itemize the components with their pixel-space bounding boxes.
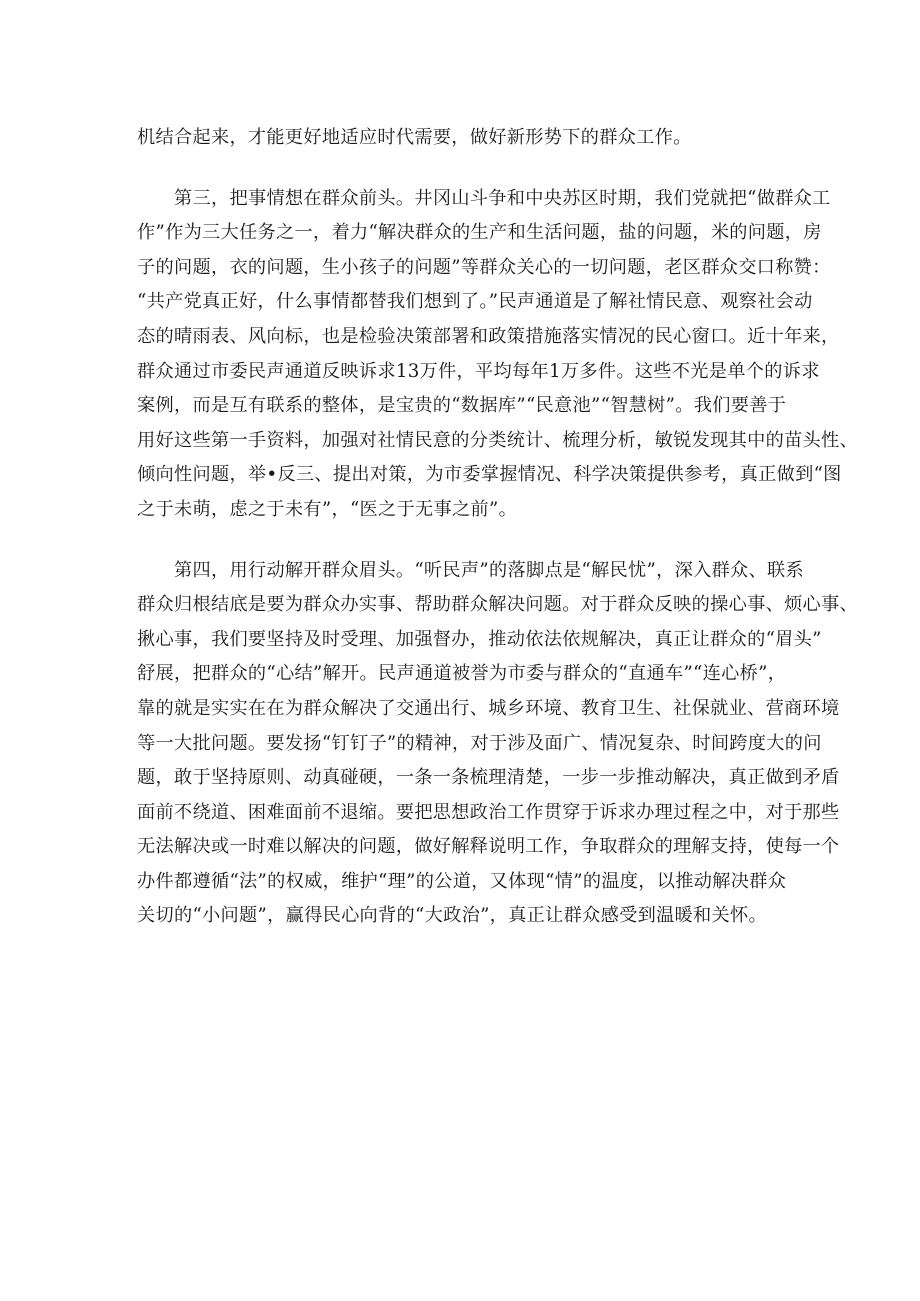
text-line: 第四，用行动解开群众眉头。“听民声”的落脚点是“解民忧”，深入群众、联系 xyxy=(174,559,804,581)
text-line: “共产党真正好，什么事情都替我们想到了。”民声通道是了解社情民意、观察社会动 xyxy=(137,291,813,313)
text-line: 无法解决或一时难以解决的问题，做好解释说明工作，争取群众的理解支持，使每一个 xyxy=(137,836,840,858)
text-line: 作”作为三大任务之一，着力“解决群众的生产和生活问题，盐的问题，米的问题，房 xyxy=(137,222,822,244)
text-line: 第三，把事情想在群众前头。井冈山斗争和中央苏区时期，我们党就把“做群众工 xyxy=(174,187,831,209)
text-line: 等一大批问题。要发扬“钉钉子”的精神，对于涉及面广、情况复杂、时间跨度大的问 xyxy=(137,732,822,754)
text-line: 机结合起来，才能更好地适应时代需要，做好新形势下的群众工作。 xyxy=(137,127,692,148)
paragraph-fourth xyxy=(137,554,859,935)
paragraph-third xyxy=(137,182,859,528)
text-line: 案例，而是互有联系的整体，是宝贵的“数据库”“民意池”“智慧树”。我们要善于 xyxy=(137,395,787,417)
text-line: 舒展，把群众的“心结”解开。民声通道被誉为市委与群众的“直通车”“连心桥”， xyxy=(137,663,787,685)
text-line: 子的问题，衣的问题，生小孩子的问题”等群众关心的一切问题，老区群众交口称赞： xyxy=(137,256,831,278)
text-line: 倾向性问题，举•反三、提出对策，为市委掌握情况、科学决策提供参考，真正做到“图 xyxy=(137,464,842,486)
text-line: 用好这些第一手资料，加强对社情民意的分类统计、梳理分析，敏锐发现其中的苗头性、 xyxy=(137,429,859,451)
paragraph-gap xyxy=(137,156,783,182)
text-line: 之于未萌，虑之于未有”，“医之于无事之前”。 xyxy=(137,498,518,520)
text-line: 揪心事，我们要坚持及时受理、加强督办，推动依法依规解决，真正让群众的“眉头” xyxy=(137,628,822,650)
text-line: 关切的“小问题”，赢得民心向背的“大政治”，真正让群众感受到温暖和关怀。 xyxy=(137,905,767,927)
text-line: 题，敢于坚持原则、动真碰硬，一条一条梳理清楚，一步一步推动解决，真正做到矛盾 xyxy=(137,767,840,789)
text-line: 靠的就是实实在在为群众解决了交通出行、城乡环境、教育卫生、社保就业、营商环境 xyxy=(137,697,840,719)
paragraph-continuation xyxy=(137,121,783,156)
text-line: 办件都遵循“法”的权威，维护“理”的公道，又体现“情”的温度，以推动解决群众 xyxy=(137,870,787,892)
text-line: 态的晴雨表、风向标，也是检验决策部署和政策措施落实情况的民心窗口。近十年来， xyxy=(137,325,840,347)
text-line: 面前不绕道、困难面前不退缩。要把思想政治工作贯穿于诉求办理过程之中，对于那些 xyxy=(137,801,840,823)
text-line: 群众归根结底是要为群众办实事、帮助群众解决问题。对于群众反映的操心事、烦心事、 xyxy=(137,594,859,616)
text-line: 群众通过市委民声通道反映诉求13万件，平均每年1万多件。这些不光是单个的诉求 xyxy=(137,360,820,382)
document-page xyxy=(137,121,859,934)
paragraph-gap xyxy=(137,528,783,554)
